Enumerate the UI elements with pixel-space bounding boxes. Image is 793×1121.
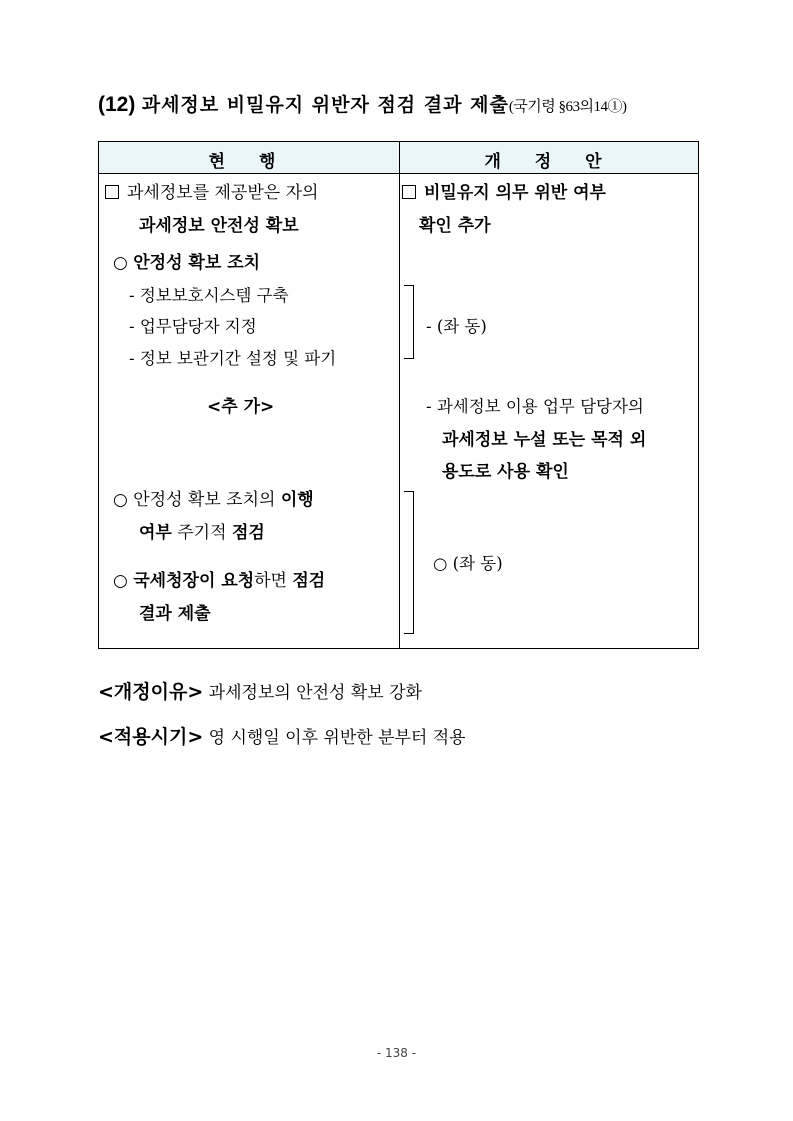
- current-subitem-3: - 정보 보관기간 설정 및 파기: [129, 349, 337, 368]
- current-subitem-1: - 정보보호시스템 구축: [129, 286, 289, 305]
- revised-new-line1: - 과세정보 이용 업무 담당자의: [426, 397, 644, 416]
- header-revised: 개 정 안: [484, 152, 616, 172]
- revision-reason-text: 과세정보의 안전성 확보 강화: [203, 683, 422, 703]
- page-number: - 138 -: [376, 1046, 417, 1060]
- revised-item-1: 비밀유지 의무 위반 여부: [402, 182, 606, 204]
- comparison-table: [98, 141, 699, 649]
- circle-bullet-icon: ○: [113, 571, 134, 591]
- effective-date-label: <적용시기>: [98, 726, 204, 748]
- revision-reason: [98, 677, 422, 704]
- revised-same-1: - (좌 동): [426, 317, 487, 336]
- current-request-line1: ○ 국세청장이 요청하면 점검: [113, 571, 326, 591]
- current-check-line1: ○ 안정성 확보 조치의 이행: [113, 490, 314, 510]
- circle-bullet-icon: ○: [113, 253, 134, 273]
- effective-date-text: 영 시행일 이후 위반한 분부터 적용: [203, 728, 466, 748]
- checkbox-square-icon: [402, 185, 416, 199]
- circle-bullet-icon: ○: [113, 490, 134, 510]
- column-divider: [399, 142, 400, 648]
- section-heading: 과세정보 비밀유지 위반자 점검 결과 제출: [141, 94, 509, 116]
- current-item-1: 과세정보를 제공받은 자의: [105, 182, 318, 204]
- revised-new-line3: 용도로 사용 확인: [442, 462, 569, 482]
- legal-reference: (국기령 §63의14①): [508, 99, 627, 115]
- revised-same-2: ○ (좌 동): [433, 554, 503, 573]
- header-current: 현 행: [208, 152, 290, 172]
- current-subitem-2: - 업무담당자 지정: [129, 317, 257, 336]
- effective-date: [98, 722, 466, 749]
- current-subheading: ○ 안정성 확보 조치: [113, 253, 261, 273]
- current-item-1-line2: 과세정보 안전성 확보: [139, 216, 299, 236]
- current-check-line2: 여부 주기적 점검: [139, 523, 265, 543]
- revised-new-line2: 과세정보 누설 또는 목적 외: [442, 430, 647, 450]
- bracket-right-1: [404, 285, 414, 359]
- checkbox-square-icon: [105, 185, 119, 199]
- bracket-right-2: [404, 491, 414, 634]
- current-request-line2: 결과 제출: [139, 604, 211, 624]
- revision-reason-label: <개정이유>: [98, 681, 204, 703]
- section-title: [98, 90, 627, 117]
- added-marker: <추 가>: [207, 397, 275, 417]
- section-number: (12): [98, 93, 136, 116]
- revised-item-1-line2: 확인 추가: [419, 216, 491, 236]
